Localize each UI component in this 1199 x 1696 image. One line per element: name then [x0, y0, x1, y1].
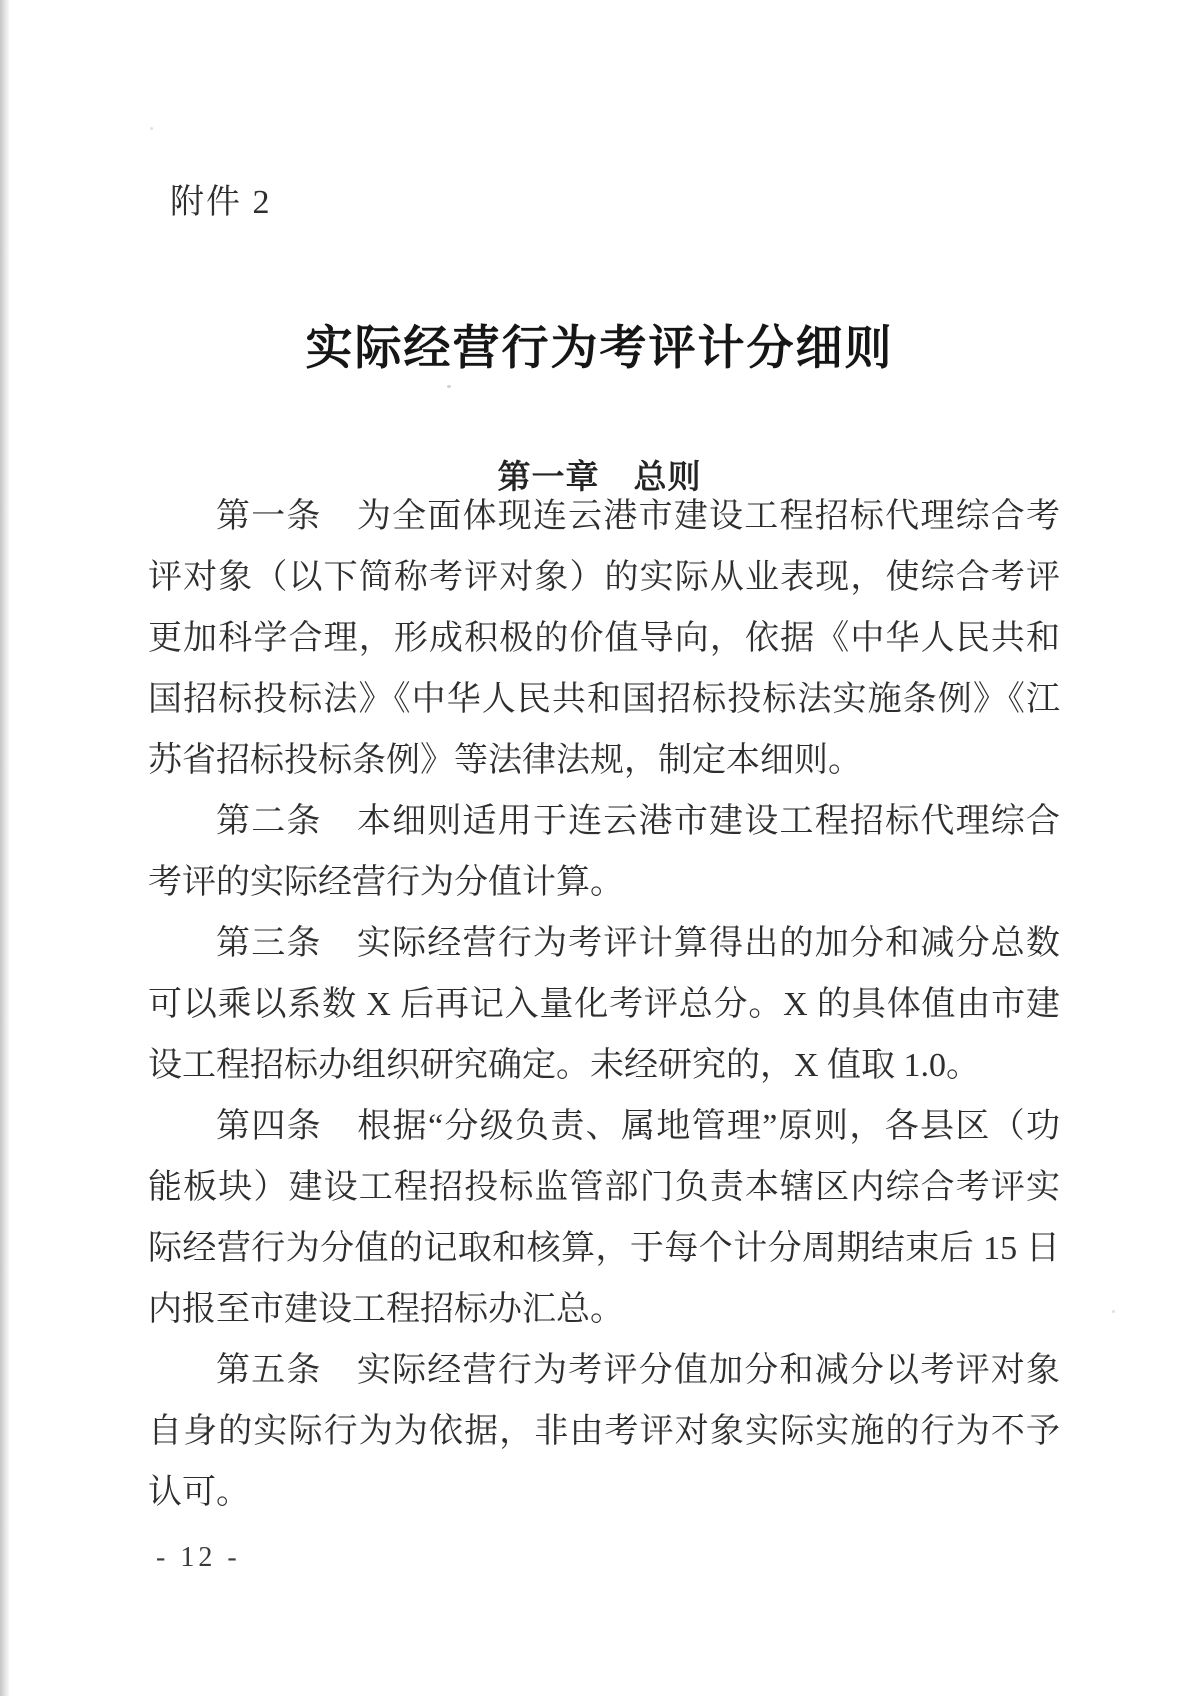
attachment-label: 附件 2: [170, 184, 272, 221]
chapter-heading: 第一章 总则: [497, 460, 702, 497]
document-title: 实际经营行为考评计分细则: [305, 323, 894, 376]
page-number: - 12 -: [156, 1542, 241, 1573]
scan-speck: [150, 127, 153, 130]
document-body: [148, 486, 1060, 1523]
paragraph-article-1: 第一条 为全面体现连云港市建设工程招标代理综合考评对象（以下简称考评对象）的实际从业表现，使综合考评更加科学合理，形成积极的价值导向，依据《中华人民共和国招标投标法》《中华人民共和国招标投标法实施条例》《江苏省招标投标条例》等法律法规，制定本细则。: [148, 498, 1060, 779]
scan-speck: [447, 385, 451, 388]
paragraph-article-4: 第四条 根据“分级负责、属地管理”原则，各县区（功能板块）建设工程招投标监管部门负责本辖区内综合考评实际经营行为分值的记取和核算，于每个计分周期结束后 15 日内报至市建设工程招标办汇总。: [148, 1108, 1060, 1328]
paragraph-article-2: 第二条 本细则适用于连云港市建设工程招标代理综合考评的实际经营行为分值计算。: [148, 803, 1060, 901]
paragraph-article-5: 第五条 实际经营行为考评分值加分和减分以考评对象自身的实际行为为依据，非由考评对象实际实施的行为不予认可。: [148, 1352, 1060, 1511]
scan-speck: [1112, 1310, 1115, 1313]
paragraph-article-3: 第三条 实际经营行为考评计算得出的加分和减分总数可以乘以系数 X 后再记入量化考评总分。X 的具体值由市建设工程招标办组织研究确定。未经研究的，X 值取 1.0。: [148, 925, 1060, 1084]
scan-edge-shadow: [0, 0, 9, 1696]
